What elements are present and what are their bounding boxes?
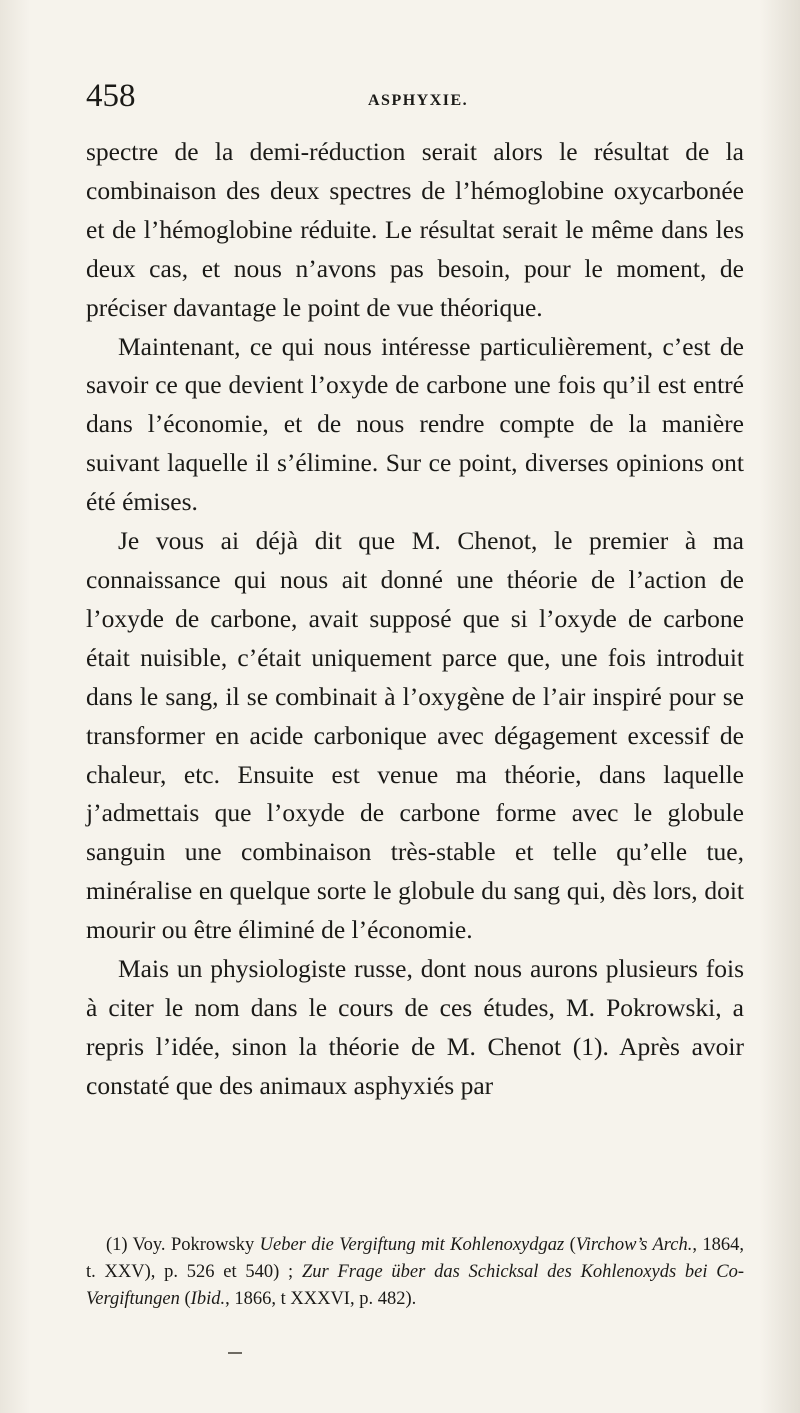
footnote-marker: (1) <box>106 1235 128 1255</box>
paragraph-2: Maintenant, ce qui nous intéresse particulièrement, c’est de savoir ce que devient l’oxyde de carbone une fois qu’il est entré dans l’économie, et de nous rendre compte de la manière suivant laquelle il s’élimine. Sur ce point, diverses opinions ont été émises. <box>86 331 744 517</box>
footnote-1 <box>86 1232 744 1313</box>
page-number: 458 <box>86 78 136 114</box>
page-header <box>86 78 746 118</box>
running-head: ASPHYXIE. <box>368 92 469 109</box>
paragraph-1: spectre de la demi-réduction serait alors le résultat de la combinaison des deux spectres de l’hémoglobine oxycarbonée et de l’hémoglobine réduite. Le résultat serait le même dans les deux cas, et nous n’avons pas besoin, pour le moment, de préciser davantage le point de vue théorique. <box>86 137 744 322</box>
body-text <box>86 133 744 1106</box>
footnote-lead: Voy. Pokrowsky <box>132 1235 255 1255</box>
print-mark <box>228 1352 242 1354</box>
footnotes <box>86 1232 744 1313</box>
footnote-source-1: Virchow’s Arch. <box>575 1235 693 1255</box>
paragraph-3: Je vous ai déjà dit que M. Chenot, le premier à ma connaissance qui nous ait donné une théorie de l’action de l’oxyde de carbone, avait supposé que si l’oxyde de carbone était nuisible, c’était uniquement parce que, une fois introduit dans le sang, il se combinait à l’oxygène de l’air inspiré pour se transformer en acide carbonique avec dégagement excessif de chaleur, etc. Ensuite est venue ma théorie, dans laquelle j’admettais que l’oxyde de carbone forme avec le globule sanguin une combinaison très-stable et telle qu’elle tue, minéralise en quelque sorte le globule du sang qui, dès lors, doit mourir ou être éliminé de l’économie. <box>86 526 744 945</box>
footnote-title-1: Ueber die Vergiftung mit Kohlenoxydgaz <box>259 1235 565 1255</box>
footnote-ref-1: , 1864, t. XXV), p. 526 et 540) ; <box>86 1235 745 1282</box>
footnote-title-2: Zur Frage über das Schicksal des Kohlenoxyds bei Co-Vergiftungen <box>86 1262 745 1309</box>
footnote-ref-2: , 1866, t XXXVI, p. 482). <box>225 1289 417 1309</box>
footnote-paren-2: ( <box>184 1289 191 1309</box>
footnote-paren: ( <box>569 1235 576 1255</box>
footnote-source-2: Ibid. <box>190 1289 226 1309</box>
paragraph-4: Mais un physiologiste russe, dont nous aurons plusieurs fois à citer le nom dans le cours de ces études, M. Pokrowski, a repris l’idée, sinon la théorie de M. Chenot (1). Après avoir constaté que des animaux asphyxiés par <box>86 954 744 1100</box>
